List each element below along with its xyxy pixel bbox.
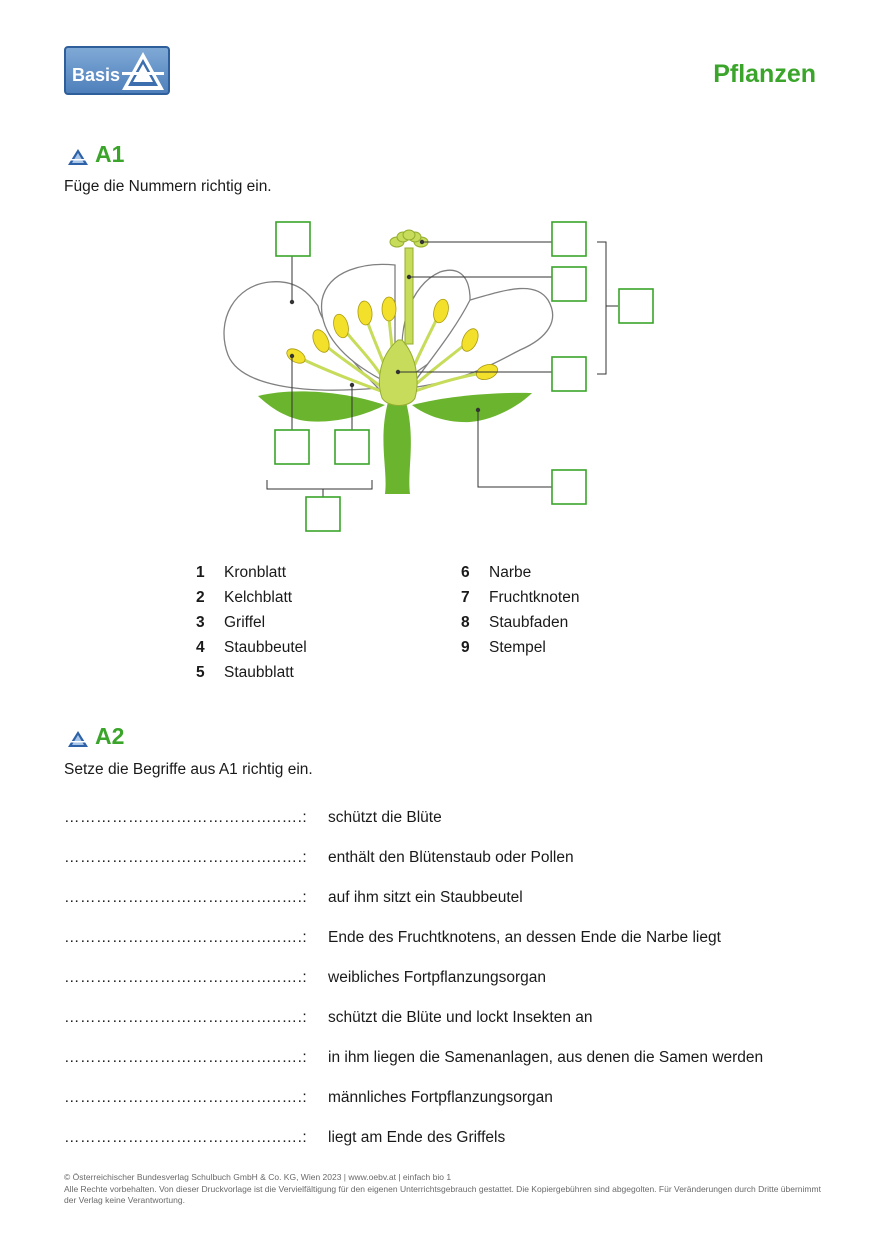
task-a2-title: A2 <box>95 723 125 749</box>
task-a1-instruction: Füge die Nummern richtig ein. <box>64 178 272 195</box>
answer-blank[interactable]: …………………………………..….: <box>64 1009 308 1026</box>
answer-box[interactable] <box>306 497 340 531</box>
answer-box[interactable] <box>619 289 653 323</box>
answer-blank[interactable]: …………………………………..….: <box>64 969 308 986</box>
answer-box[interactable] <box>335 430 369 464</box>
logo-label: Basis <box>72 65 121 85</box>
definition-text: männliches Fortpflanzungsorgan <box>328 1089 553 1106</box>
footer-copyright: © Österreichischer Bundesverlag Schulbuch GmbH & Co. KG, Wien 2023 | www.oebv.at | einfach bio 1 <box>64 1172 452 1182</box>
answer-blank[interactable]: …………………………………..….: <box>64 889 308 906</box>
footer <box>64 1172 824 1207</box>
answer-box[interactable] <box>552 267 586 301</box>
stigma <box>390 230 428 247</box>
definition-text: in ihm liegen die Samenanlagen, aus denen die Samen werden <box>328 1049 764 1066</box>
style <box>405 248 413 344</box>
answer-box[interactable] <box>275 430 309 464</box>
answer-box[interactable] <box>552 357 586 391</box>
definition-text: Ende des Fruchtknotens, an dessen Ende die Narbe liegt <box>328 929 721 946</box>
stem <box>383 402 410 494</box>
definition-text: liegt am Ende des Griffels <box>328 1129 506 1146</box>
answer-blank[interactable]: …………………………………..….: <box>64 1129 308 1146</box>
answer-blank[interactable]: …………………………………..….: <box>64 849 308 866</box>
answer-blank[interactable]: …………………………………..….: <box>64 1089 308 1106</box>
definition-text: schützt die Blüte <box>328 809 442 826</box>
definition-text: enthält den Blütenstaub oder Pollen <box>328 849 574 866</box>
answer-blank[interactable]: …………………………………..….: <box>64 1049 308 1066</box>
answer-box[interactable] <box>552 222 586 256</box>
flower-diagram <box>0 0 890 560</box>
subject-title: Pflanzen <box>713 60 816 88</box>
task-a1-title: A1 <box>95 141 125 167</box>
answer-box[interactable] <box>552 470 586 504</box>
sepal-left <box>258 391 385 421</box>
definition-text: weibliches Fortpflanzungsorgan <box>328 969 546 986</box>
footer-rights: Alle Rechte vorbehalten. Von dieser Druckvorlage ist die Vervielfältigung für den eigenen Unterrichtsgebrauch gestattet. Die Kopiergebühren sind abgegolten. Für Veränderungen durch Dritte übernimmt der Verlag keine Verantwortung. <box>64 1183 821 1205</box>
answer-box[interactable] <box>276 222 310 256</box>
task-a2-instruction: Setze die Begriffe aus A1 richtig ein. <box>64 761 313 778</box>
sepal-right <box>412 393 532 422</box>
level-triangle-icon <box>68 731 88 747</box>
answer-blank[interactable]: …………………………………..….: <box>64 809 308 826</box>
answer-blank[interactable]: …………………………………..….: <box>64 929 308 946</box>
definition-text: auf ihm sitzt ein Staubbeutel <box>328 889 523 906</box>
definition-text: schützt die Blüte und lockt Insekten an <box>328 1009 593 1026</box>
